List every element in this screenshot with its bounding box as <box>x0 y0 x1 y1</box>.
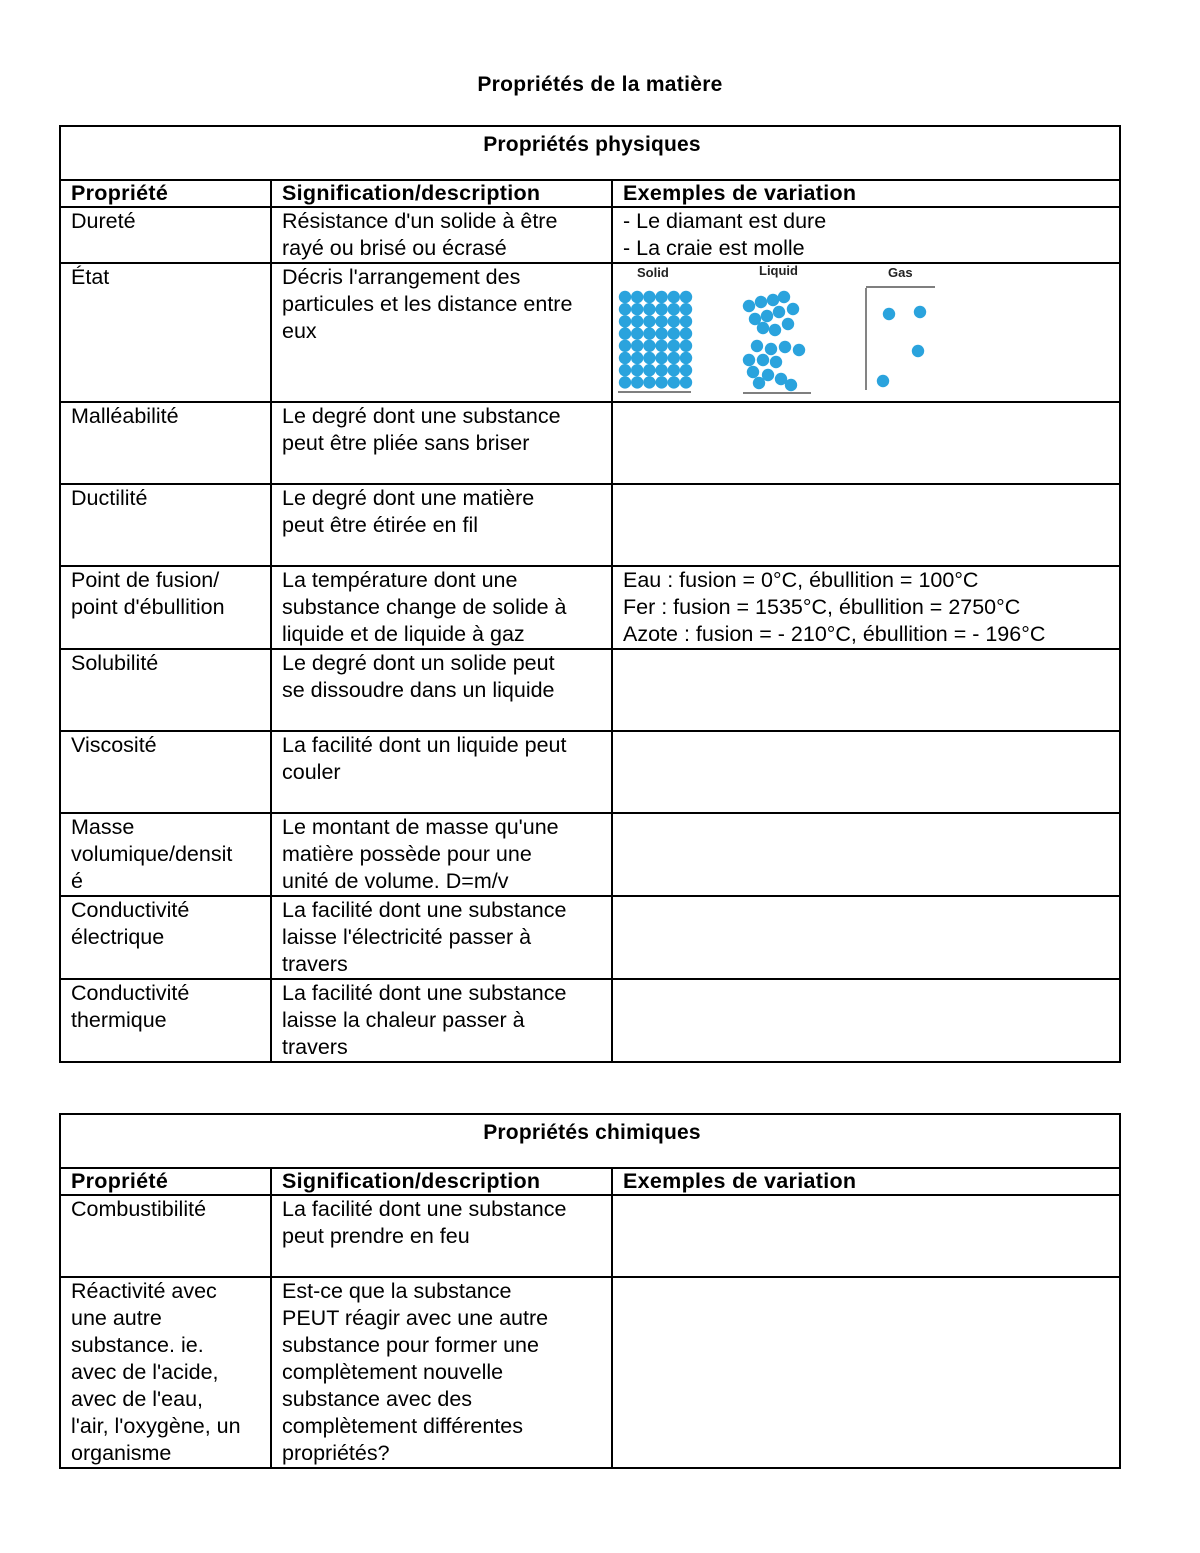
particle <box>631 376 643 388</box>
description-cell: La facilité dont une substance laisse l'électricité passer à travers <box>271 896 612 979</box>
table-row <box>60 484 1120 566</box>
document-title: Propriétés de la matière <box>477 73 723 96</box>
examples-cell <box>612 402 1120 484</box>
table-row <box>60 1195 1120 1277</box>
particle <box>643 291 655 303</box>
particle <box>631 315 643 327</box>
particle <box>643 303 655 315</box>
description-cell: La facilité dont une substance peut prendre en feu <box>271 1195 612 1277</box>
description-cell: Est-ce que la substance PEUT réagir avec une autre substance pour former une complètement nouvelle substance avec des complètement différentes propriétés? <box>271 1277 612 1468</box>
property-cell: Solubilité <box>60 649 271 731</box>
property-cell: Conductivité thermique <box>60 979 271 1062</box>
particle <box>680 303 692 315</box>
particle <box>668 327 680 339</box>
particle <box>631 340 643 352</box>
particle <box>619 376 631 388</box>
property-cell: Point de fusion/ point d'ébullition <box>60 566 271 649</box>
solid-particles <box>618 291 692 392</box>
particle <box>767 294 779 306</box>
particle <box>680 376 692 388</box>
particle <box>787 303 799 315</box>
particle <box>883 308 895 320</box>
table-row <box>60 896 1120 979</box>
particle <box>755 296 767 308</box>
description-cell: La facilité dont un liquide peut couler <box>271 731 612 813</box>
table-row <box>60 1277 1120 1468</box>
particle <box>680 340 692 352</box>
particle <box>668 303 680 315</box>
description-cell: Décris l'arrangement des particules et les distance entre eux <box>271 263 612 402</box>
examples-cell <box>612 1195 1120 1277</box>
description-cell: Le degré dont une matière peut être étirée en fil <box>271 484 612 566</box>
particle <box>914 306 926 318</box>
particle <box>757 322 769 334</box>
description-cell: Le degré dont un solide peut se dissoudre dans un liquide <box>271 649 612 731</box>
property-cell: Malléabilité <box>60 402 271 484</box>
particle <box>680 291 692 303</box>
particle <box>619 291 631 303</box>
examples-cell <box>612 979 1120 1062</box>
particle <box>778 291 790 303</box>
gas-label: Gas <box>888 265 913 280</box>
particle <box>912 345 924 357</box>
liquid-particles <box>743 291 805 391</box>
property-cell: Viscosité <box>60 731 271 813</box>
table-row <box>60 649 1120 731</box>
table-row <box>60 207 1120 263</box>
chemical-properties-table <box>59 1113 1121 1469</box>
liquid-label: Liquid <box>759 264 798 278</box>
description-cell: La facilité dont une substance laisse la chaleur passer à travers <box>271 979 612 1062</box>
particle <box>770 356 782 368</box>
particle <box>631 352 643 364</box>
property-cell: Réactivité avec une autre substance. ie. avec de l'acide, avec de l'eau, l'air, l'oxygène, un organisme <box>60 1277 271 1468</box>
table-row <box>60 402 1120 484</box>
header-description: Signification/description <box>271 1168 612 1195</box>
table-row <box>60 979 1120 1062</box>
particle <box>757 354 769 366</box>
property-cell: Combustibilité <box>60 1195 271 1277</box>
particle <box>655 352 667 364</box>
examples-cell <box>612 896 1120 979</box>
table-row <box>60 263 1120 402</box>
header-examples: Exemples de variation <box>612 1168 1120 1195</box>
states-of-matter-diagram <box>613 264 943 401</box>
particle <box>773 306 785 318</box>
particle <box>668 315 680 327</box>
header-property: Propriété <box>60 180 271 207</box>
property-cell: Conductivité électrique <box>60 896 271 979</box>
particle <box>655 327 667 339</box>
examples-cell <box>612 484 1120 566</box>
particle <box>793 344 805 356</box>
examples-cell <box>612 263 1120 402</box>
particle <box>631 364 643 376</box>
particle <box>619 352 631 364</box>
particle <box>631 327 643 339</box>
property-cell: État <box>60 263 271 402</box>
particle <box>668 376 680 388</box>
particle <box>782 318 794 330</box>
particle <box>751 340 763 352</box>
chemical-section-title: Propriétés chimiques <box>60 1114 1120 1168</box>
particle <box>619 315 631 327</box>
header-description: Signification/description <box>271 180 612 207</box>
table-header-row <box>60 1168 1120 1195</box>
particle <box>680 352 692 364</box>
solid-label: Solid <box>637 265 669 280</box>
particle <box>779 341 791 353</box>
particle <box>680 364 692 376</box>
description-cell: La température dont une substance change de solide à liquide et de liquide à gaz <box>271 566 612 649</box>
property-cell: Masse volumique/densit é <box>60 813 271 896</box>
examples-cell <box>612 813 1120 896</box>
particle <box>643 352 655 364</box>
particle <box>785 379 797 391</box>
header-examples: Exemples de variation <box>612 180 1120 207</box>
header-property: Propriété <box>60 1168 271 1195</box>
particle <box>680 315 692 327</box>
gas-particles <box>877 306 926 387</box>
table-row <box>60 731 1120 813</box>
table-row <box>60 813 1120 896</box>
particle <box>619 340 631 352</box>
property-cell: Dureté <box>60 207 271 263</box>
particle <box>753 377 765 389</box>
particle <box>743 300 755 312</box>
particle <box>877 375 889 387</box>
particle <box>668 340 680 352</box>
examples-cell <box>612 731 1120 813</box>
particle <box>769 324 781 336</box>
particle <box>668 364 680 376</box>
particle <box>655 291 667 303</box>
particle <box>643 340 655 352</box>
particle <box>619 364 631 376</box>
table-header-row <box>60 180 1120 207</box>
particle <box>743 354 755 366</box>
particle <box>761 310 773 322</box>
particle <box>747 366 759 378</box>
particle <box>655 376 667 388</box>
particle <box>680 327 692 339</box>
examples-cell: - Le diamant est dure - La craie est molle <box>612 207 1120 263</box>
physical-properties-table <box>59 125 1121 1063</box>
particle <box>643 327 655 339</box>
physical-section-title: Propriétés physiques <box>60 126 1120 180</box>
particle <box>631 291 643 303</box>
particle <box>643 315 655 327</box>
examples-cell <box>612 1277 1120 1468</box>
description-cell: Le degré dont une substance peut être pliée sans briser <box>271 402 612 484</box>
particle <box>619 327 631 339</box>
particle <box>631 303 643 315</box>
particle <box>655 303 667 315</box>
examples-cell <box>612 649 1120 731</box>
particle <box>643 376 655 388</box>
particle <box>668 352 680 364</box>
description-cell: Le montant de masse qu'une matière possède pour une unité de volume. D=m/v <box>271 813 612 896</box>
particle <box>619 303 631 315</box>
particle <box>655 364 667 376</box>
property-cell: Ductilité <box>60 484 271 566</box>
table-row <box>60 566 1120 649</box>
description-cell: Résistance d'un solide à être rayé ou brisé ou écrasé <box>271 207 612 263</box>
examples-cell: Eau : fusion = 0°C, ébullition = 100°C Fer : fusion = 1535°C, ébullition = 2750°C Azote : fusion = - 210°C, ébullition = - 196°C <box>612 566 1120 649</box>
particle <box>655 315 667 327</box>
particle <box>765 343 777 355</box>
particle <box>668 291 680 303</box>
particle <box>643 364 655 376</box>
particle <box>655 340 667 352</box>
